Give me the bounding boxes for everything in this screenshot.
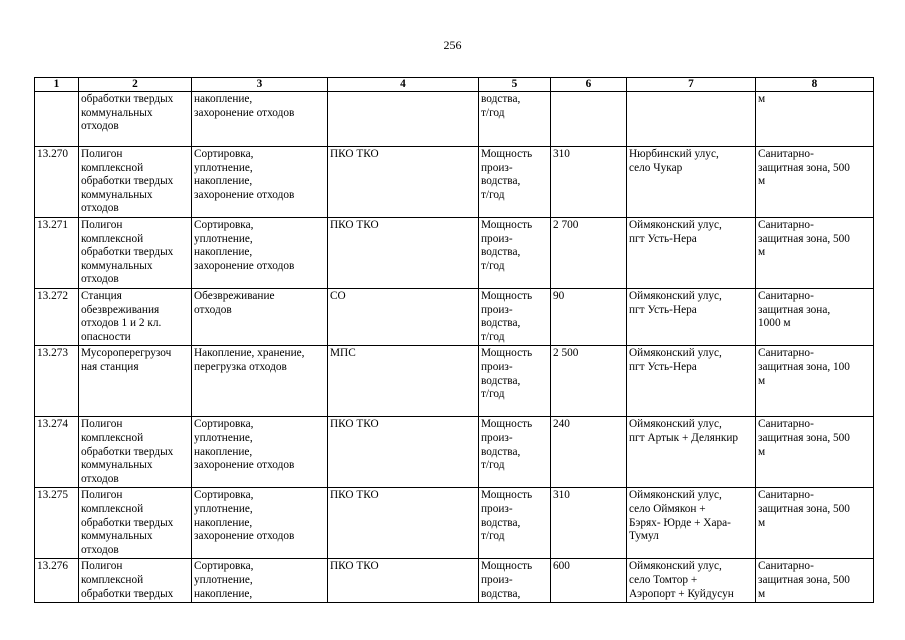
zone-cell: [756, 488, 874, 559]
column-header: 3: [192, 78, 328, 92]
cell-line: произ-: [481, 360, 513, 373]
table-row: [35, 147, 874, 218]
cell-line: Оймяконский улус,: [629, 219, 722, 231]
capacity-value-cell: 600: [551, 559, 627, 603]
cell-line: Станция: [81, 290, 122, 302]
object-type-cell: [328, 92, 479, 147]
zone-cell: [756, 417, 874, 488]
cell-line: накопление,: [194, 246, 253, 259]
row-number-cell: [35, 92, 79, 147]
table-row: [35, 289, 874, 346]
cell-line: водства,: [481, 175, 521, 188]
table-row: [35, 92, 874, 147]
table-row: [35, 417, 874, 488]
cell-line: Санитарно-: [758, 148, 814, 160]
facilities-table: [34, 77, 874, 603]
column-header: 4: [328, 78, 479, 92]
cell-line: обработки твердых: [81, 516, 174, 529]
cell-line: село Томтор +: [629, 573, 698, 586]
object-name-cell: [79, 417, 192, 488]
cell-line: водства,: [481, 445, 521, 458]
cell-line: Бэрях- Юрде + Хара-: [629, 516, 731, 529]
capacity-value-cell: 2 500: [551, 346, 627, 417]
zone-cell: [756, 346, 874, 417]
cell-line: Мощность: [481, 489, 533, 502]
cell-line: Мощность: [481, 418, 533, 431]
cell-line: Обезвреживание: [194, 290, 275, 302]
cell-line: Оймяконский улус,: [629, 418, 722, 431]
cell-line: обработки твердых: [81, 246, 174, 259]
cell-line: захоронение отходов: [194, 259, 295, 272]
cell-line: пгт Усть-Нера: [629, 232, 697, 245]
object-name-cell: [79, 147, 192, 218]
cell-line: Санитарно-: [758, 560, 814, 573]
cell-line: т/год: [481, 530, 505, 543]
row-number-cell: 13.275: [35, 488, 79, 559]
row-number-cell: 13.272: [35, 289, 79, 346]
cell-line: Санитарно-: [758, 418, 814, 431]
column-header: 5: [479, 78, 551, 92]
operations-cell: [192, 147, 328, 218]
cell-line: перегрузка отходов: [194, 360, 287, 373]
cell-line: комплексной: [81, 502, 144, 515]
cell-line: коммунальных: [81, 530, 153, 543]
cell-line: водства,: [481, 317, 521, 330]
cell-line: защитная зона, 500: [758, 573, 850, 586]
cell-line: Полигон: [81, 219, 123, 231]
object-type-cell: МПС: [328, 346, 479, 417]
operations-cell: [192, 346, 328, 417]
cell-line: водства,: [481, 246, 521, 259]
zone-cell: [756, 147, 874, 218]
capacity-value-cell: [551, 92, 627, 147]
zone-cell: [756, 218, 874, 289]
cell-line: защитная зона, 500: [758, 502, 850, 515]
cell-line: Сортировка,: [194, 148, 254, 160]
zone-cell: [756, 559, 874, 603]
object-type-cell: ПКО ТКО: [328, 559, 479, 603]
cell-line: обезвреживания: [81, 303, 160, 316]
object-name-cell: [79, 289, 192, 346]
cell-line: ная станция: [81, 360, 139, 373]
cell-line: уплотнение,: [194, 573, 253, 586]
object-type-cell: ПКО ТКО: [328, 147, 479, 218]
cell-line: накопление,: [194, 445, 253, 458]
cell-line: защитная зона, 500: [758, 232, 850, 245]
cell-line: пгт Усть-Нера: [629, 303, 697, 316]
cell-line: отходов: [81, 202, 119, 215]
cell-line: Сортировка,: [194, 560, 254, 573]
cell-line: накопление,: [194, 516, 253, 529]
cell-line: Мощность: [481, 347, 533, 360]
object-name-cell: [79, 559, 192, 603]
cell-line: т/год: [481, 330, 505, 343]
object-name-cell: [79, 346, 192, 417]
header-row: [35, 78, 874, 92]
operations-cell: [192, 417, 328, 488]
cell-line: захоронение отходов: [194, 530, 295, 543]
cell-line: произ-: [481, 232, 513, 245]
cell-line: уплотнение,: [194, 232, 253, 245]
cell-line: отходов 1 и 2 кл.: [81, 317, 162, 330]
cell-line: т/год: [481, 388, 505, 401]
cell-line: коммунальных: [81, 459, 153, 472]
column-header: 8: [756, 78, 874, 92]
table-row: [35, 346, 874, 417]
cell-line: произ-: [481, 431, 513, 444]
cell-line: Полигон: [81, 489, 123, 502]
cell-line: опасности: [81, 330, 131, 343]
row-number-cell: 13.273: [35, 346, 79, 417]
cell-line: защитная зона, 100: [758, 360, 850, 373]
cell-line: м: [758, 246, 766, 259]
cell-line: Санитарно-: [758, 489, 814, 502]
location-cell: [627, 488, 756, 559]
row-number-cell: 13.270: [35, 147, 79, 218]
cell-line: Полигон: [81, 418, 123, 431]
cell-line: Полигон: [81, 560, 123, 573]
cell-line: уплотнение,: [194, 161, 253, 174]
capacity-value-cell: 240: [551, 417, 627, 488]
cell-line: т/год: [481, 106, 505, 119]
cell-line: Мощность: [481, 560, 533, 573]
cell-line: коммунальных: [81, 259, 153, 272]
capacity-value-cell: 90: [551, 289, 627, 346]
cell-line: т/год: [481, 459, 505, 472]
row-number-cell: 13.276: [35, 559, 79, 603]
cell-line: водства,: [481, 516, 521, 529]
table-row: [35, 559, 874, 603]
cell-line: т/год: [481, 188, 505, 201]
cell-line: Санитарно-: [758, 347, 814, 360]
cell-line: комплексной: [81, 573, 144, 586]
cell-line: Сортировка,: [194, 489, 254, 502]
location-cell: [627, 417, 756, 488]
cell-line: м: [758, 93, 766, 105]
capacity-label-cell: [479, 346, 551, 417]
cell-line: Накопление, хранение,: [194, 347, 305, 360]
cell-line: Сортировка,: [194, 219, 254, 231]
cell-line: защитная зона, 500: [758, 431, 850, 444]
cell-line: водства,: [481, 374, 521, 387]
object-type-cell: ПКО ТКО: [328, 417, 479, 488]
cell-line: Санитарно-: [758, 219, 814, 231]
location-cell: [627, 346, 756, 417]
cell-line: отходов: [81, 472, 119, 485]
cell-line: м: [758, 445, 766, 458]
cell-line: захоронение отходов: [194, 106, 295, 119]
cell-line: захоронение отходов: [194, 188, 295, 201]
cell-line: произ-: [481, 573, 513, 586]
location-cell: [627, 147, 756, 218]
cell-line: произ-: [481, 502, 513, 515]
cell-line: водства,: [481, 93, 521, 105]
cell-line: Сортировка,: [194, 418, 254, 431]
cell-line: Полигон: [81, 148, 123, 160]
cell-line: отходов: [81, 273, 119, 286]
table-row: [35, 218, 874, 289]
cell-line: м: [758, 587, 766, 600]
cell-line: село Оймякон +: [629, 502, 706, 515]
operations-cell: [192, 488, 328, 559]
object-name-cell: [79, 218, 192, 289]
row-number-cell: 13.271: [35, 218, 79, 289]
cell-line: обработки твердых: [81, 445, 174, 458]
cell-line: обработки твердых: [81, 175, 174, 188]
cell-line: м: [758, 175, 766, 188]
cell-line: уплотнение,: [194, 502, 253, 515]
cell-line: накопление,: [194, 93, 253, 105]
cell-line: 1000 м: [758, 317, 791, 330]
column-header: 1: [35, 78, 79, 92]
location-cell: [627, 92, 756, 147]
cell-line: Аэропорт + Куйдусун: [629, 587, 734, 600]
object-name-cell: [79, 488, 192, 559]
capacity-value-cell: 2 700: [551, 218, 627, 289]
cell-line: водства,: [481, 587, 521, 600]
capacity-label-cell: [479, 218, 551, 289]
capacity-value-cell: 310: [551, 147, 627, 218]
capacity-label-cell: [479, 92, 551, 147]
capacity-value-cell: 310: [551, 488, 627, 559]
operations-cell: [192, 218, 328, 289]
cell-line: отходов: [81, 543, 119, 556]
column-header: 6: [551, 78, 627, 92]
operations-cell: [192, 289, 328, 346]
cell-line: Нюрбинский улус,: [629, 148, 719, 160]
cell-line: отходов: [81, 120, 119, 133]
object-type-cell: ПКО ТКО: [328, 488, 479, 559]
location-cell: [627, 289, 756, 346]
column-header: 2: [79, 78, 192, 92]
location-cell: [627, 218, 756, 289]
cell-line: обработки твердых: [81, 93, 174, 105]
location-cell: [627, 559, 756, 603]
cell-line: защитная зона,: [758, 303, 831, 316]
cell-line: м: [758, 374, 766, 387]
table-row: [35, 488, 874, 559]
cell-line: защитная зона, 500: [758, 161, 850, 174]
cell-line: произ-: [481, 303, 513, 316]
cell-line: комплексной: [81, 161, 144, 174]
cell-line: пгт Артык + Делянкир: [629, 431, 739, 444]
capacity-label-cell: [479, 289, 551, 346]
zone-cell: [756, 92, 874, 147]
page-number: 256: [443, 38, 462, 52]
cell-line: произ-: [481, 161, 513, 174]
cell-line: накопление,: [194, 587, 253, 600]
cell-line: уплотнение,: [194, 431, 253, 444]
cell-line: коммунальных: [81, 188, 153, 201]
cell-line: Санитарно-: [758, 290, 814, 302]
cell-line: м: [758, 516, 766, 529]
capacity-label-cell: [479, 417, 551, 488]
cell-line: Мусороперегрузоч: [81, 347, 172, 360]
cell-line: комплексной: [81, 232, 144, 245]
column-header: 7: [627, 78, 756, 92]
object-type-cell: СО: [328, 289, 479, 346]
cell-line: Оймяконский улус,: [629, 347, 722, 360]
row-number-cell: 13.274: [35, 417, 79, 488]
cell-line: т/год: [481, 259, 505, 272]
capacity-label-cell: [479, 559, 551, 603]
cell-line: отходов: [194, 303, 232, 316]
cell-line: коммунальных: [81, 106, 153, 119]
operations-cell: [192, 92, 328, 147]
capacity-label-cell: [479, 147, 551, 218]
object-type-cell: ПКО ТКО: [328, 218, 479, 289]
capacity-label-cell: [479, 488, 551, 559]
cell-line: накопление,: [194, 175, 253, 188]
operations-cell: [192, 559, 328, 603]
cell-line: пгт Усть-Нера: [629, 360, 697, 373]
cell-line: Оймяконский улус,: [629, 489, 722, 502]
cell-line: Мощность: [481, 290, 533, 302]
cell-line: захоронение отходов: [194, 459, 295, 472]
cell-line: Мощность: [481, 148, 533, 160]
cell-line: Оймяконский улус,: [629, 290, 722, 302]
cell-line: Мощность: [481, 219, 533, 231]
cell-line: комплексной: [81, 431, 144, 444]
cell-line: село Чукар: [629, 161, 683, 174]
cell-line: обработки твердых: [81, 587, 174, 600]
cell-line: Оймяконский улус,: [629, 560, 722, 573]
object-name-cell: [79, 92, 192, 147]
cell-line: Тумул: [629, 530, 659, 543]
zone-cell: [756, 289, 874, 346]
